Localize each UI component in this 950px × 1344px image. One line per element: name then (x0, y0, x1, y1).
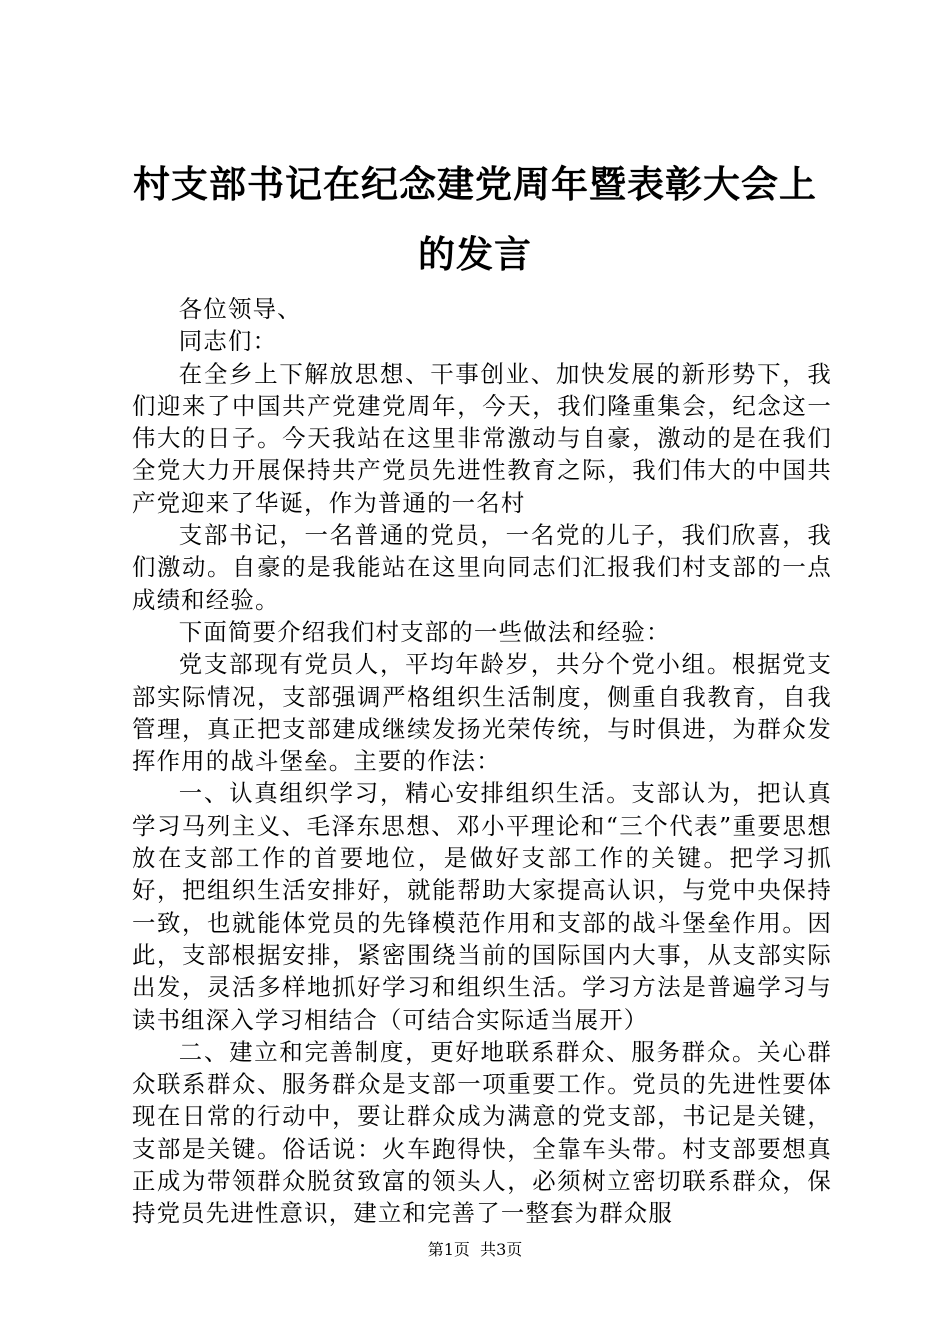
salutation-line: 同志们： (178, 327, 278, 356)
document-title: 村支部书记在纪念建党周年暨表彰大会上的发言 (133, 163, 817, 276)
page-number: 第1页 (427, 1240, 470, 1259)
body-paragraph: 下面简要介绍我们村支部的一些做法和经验： (178, 617, 671, 646)
page-footer (0, 1240, 950, 1260)
body-paragraph: 党支部现有党员人，平均年龄岁，共分个党小组。根据党支部实际情况，支部强调严格组织生活制度，侧重自我教育，自我管理，真正把支部建成继续发扬光荣传统，与时俱进，为群众发挥作用的战斗堡垒。主要的作法： (132, 650, 832, 776)
body-paragraph: 在全乡上下解放思想、干事创业、加快发展的新形势下，我们迎来了中国共产党建党周年，今天，我们隆重集会，纪念这一伟大的日子。今天我站在这里非常激动与自豪，激动的是在我们全党大力开展保持共产党员先进性教育之际，我们伟大的中国共产党迎来了华诞，作为普通的一名村 (132, 359, 832, 517)
salutation-line: 各位领导、 (178, 295, 302, 323)
document-body (132, 293, 832, 1230)
body-paragraph: 支部书记，一名普通的党员，一名党的儿子，我们欣喜，我们激动。自豪的是我能站在这里向同志们汇报我们村支部的一点成绩和经验。 (132, 521, 832, 614)
page-total: 共3页 (480, 1240, 523, 1259)
body-paragraph: 一、认真组织学习，精心安排组织生活。支部认为，把认真学习马列主义、毛泽东思想、邓小平理论和“三个代表”重要思想放在支部工作的首要地位，是做好支部工作的关键。把学习抓好，把组织生活安排好，就能帮助大家提高认识，与党中央保持一致，也就能体党员的先锋模范作用和支部的战斗堡垒作用。因此，支部根据安排，紧密围绕当前的国际国内大事，从支部实际出发，灵活多样地抓好学习和组织生活。学习方法是普遍学习与读书组深入学习相结合（可结合实际适当展开） (132, 779, 832, 1034)
body-paragraph: 二、建立和完善制度，更好地联系群众、服务群众。关心群众联系群众、服务群众是支部一项重要工作。党员的先进性要体现在日常的行动中，要让群众成为满意的党支部，书记是关键，支部是关键。俗话说：火车跑得快，全靠车头带。村支部要想真正成为带领群众脱贫致富的领头人，必须树立密切联系群众，保持党员先进性意识，建立和完善了一整套为群众服 (132, 1037, 832, 1228)
